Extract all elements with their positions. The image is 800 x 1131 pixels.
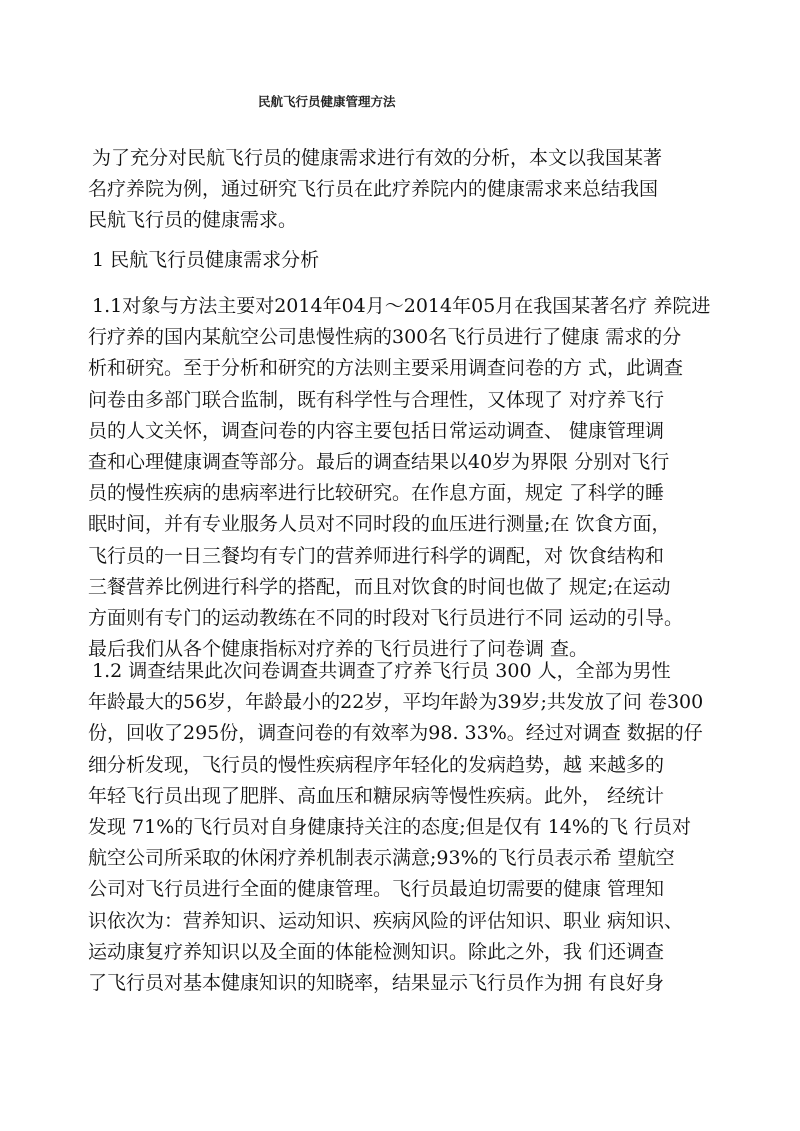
intro-paragraph [88, 143, 728, 237]
text-line: 公司对飞行员进行全面的健康管理。飞行员最迫切需要的健康 管理知 [88, 878, 665, 901]
text-line: 最后我们从各个健康指标对疗养的飞行员进行了问卷调 查。 [88, 638, 589, 661]
text-line: 行疗养的国内某航空公司患慢性病的300名飞行员进行了健康 需求的分 [88, 326, 682, 349]
section-heading-text: 1 民航飞行员健康需求分析 [92, 249, 320, 271]
text-line: 份，回收了295份，调查问卷的有效率为98. 33%。经过对调查 数据的仔 [88, 722, 703, 745]
text-line: 民航飞行员的健康需求。 [88, 209, 298, 232]
text-line: 三餐营养比例进行科学的搭配，而且对饮食的时间也做了 规定;在运动 [88, 575, 671, 598]
text-line: 方面则有专门的运动教练在不同的时段对飞行员进行不同 运动的引导。 [88, 606, 684, 629]
text-line: 析和研究。至于分析和研究的方法则主要采用调查问卷的方 式，此调查 [88, 357, 684, 380]
text-line: 员的人文关怀，调查问卷的内容主要包括日常运动调查、 健康管理调 [88, 419, 665, 442]
text-line: 为了充分对民航飞行员的健康需求进行有效的分析，本文以我国某著 [92, 147, 663, 169]
text-line: 细分析发现，飞行员的慢性疾病程序年轻化的发病趋势，越 来越多的 [88, 753, 665, 776]
text-line: 发现 71%的飞行员对自身健康持关注的态度;但是仅有 14%的飞 行员对 [88, 815, 691, 838]
text-line: 飞行员的一日三餐均有专门的营养师进行科学的调配，对 饮食结构和 [88, 544, 665, 567]
text-line: 1.2 调查结果此次问卷调查共调查了疗养飞行员 300 人，全部为男性 [92, 660, 671, 682]
text-line: 了飞行员对基本健康知识的知晓率，结果显示飞行员作为拥 有良好身 [88, 971, 665, 994]
text-line: 年轻飞行员出现了肥胖、高血压和糖尿病等慢性疾病。此外， 经统计 [88, 784, 665, 807]
text-line: 年龄最大的56岁，年龄最小的22岁，平均年龄为39岁;共发放了问 卷300 [88, 691, 704, 714]
text-line: 名疗养院为例，通过研究飞行员在此疗养院内的健康需求来总结我国 [88, 178, 659, 201]
text-line: 1.1对象与方法主要对2014年04月～2014年05月在我国某著名疗 养院进 [92, 295, 711, 317]
text-line: 运动康复疗养知识以及全面的体能检测知识。除此之外，我 们还调查 [88, 940, 665, 963]
text-line: 航空公司所采取的休闲疗养机制表示满意;93%的飞行员表示希 望航空 [88, 847, 675, 870]
text-line: 眠时间，并有专业服务人员对不同时段的血压进行测量;在 饮食方面， [88, 513, 671, 536]
text-line: 问卷由多部门联合监制，既有科学性与合理性，又体现了 对疗养飞行 [88, 388, 665, 411]
text-line: 查和心理健康调查等部分。最后的调查结果以40岁为界限 分别对飞行 [88, 450, 670, 473]
section-1-2-paragraph [88, 656, 728, 999]
section-heading [88, 245, 728, 276]
text-line: 识依次为：营养知识、运动知识、疾病风险的评估知识、职业 病知识、 [88, 909, 684, 932]
section-1-1-paragraph [88, 291, 728, 665]
text-line: 员的慢性疾病的患病率进行比较研究。在作息方面，规定 了科学的睡 [88, 482, 665, 505]
document-title: 民航飞行员健康管理方法 [258, 94, 396, 109]
